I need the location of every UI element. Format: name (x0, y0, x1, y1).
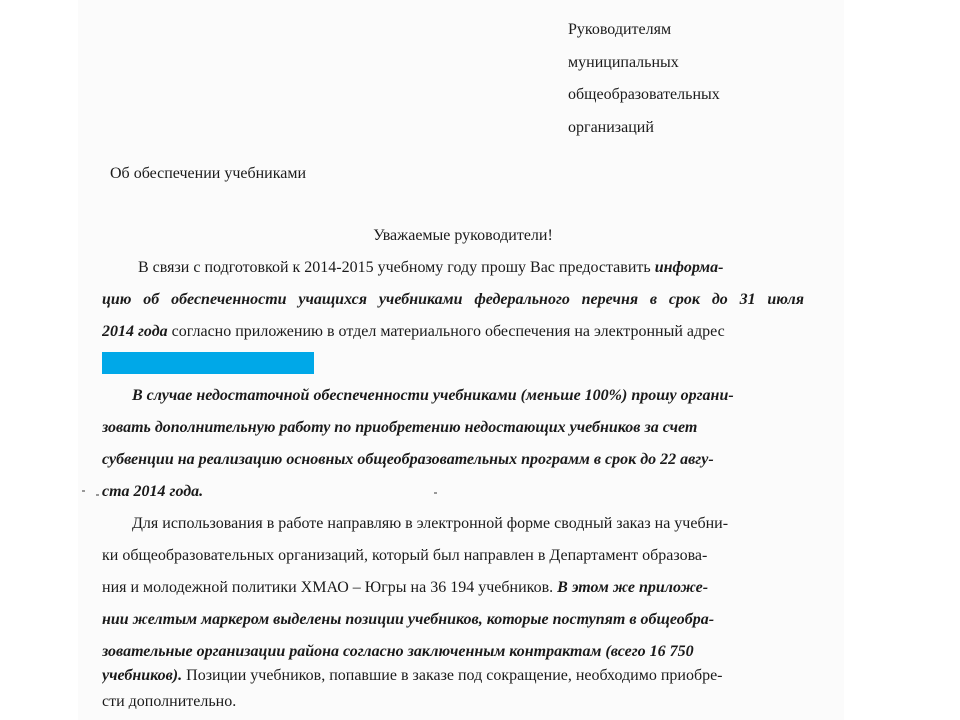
paragraph1-line1 (102, 256, 804, 280)
text-plain: ки общеобразовательных организаций, который был направлен в Департамент образова- (102, 547, 708, 564)
text-emphasis: зовательные организации района согласно заключенным контрактам (всего 16 750 (102, 643, 694, 660)
text-emphasis: В этом же приложе- (557, 579, 709, 596)
scan-speck (434, 492, 437, 494)
text-emphasis: нии желтым маркером выделены позиции учебников, которые поступят в общеобра- (102, 611, 715, 628)
paragraph2-line1 (102, 384, 804, 408)
text-emphasis: цию об обеспеченности учащихся учебниками федерального перечня в срок до 31 июля (102, 291, 804, 308)
text-emphasis: 2014 года (102, 323, 168, 340)
text-emphasis: зовать дополнительную работу по приобретению недостающих учебников за счет (102, 419, 698, 436)
addressee-line: общеобразовательных (568, 86, 720, 103)
redacted-email-address (102, 352, 314, 374)
paragraph3-line2 (102, 544, 804, 568)
text-emphasis: учебников). (102, 667, 183, 684)
paragraph3-line6 (102, 664, 804, 688)
paragraph3-line4 (102, 608, 804, 632)
salutation: Уважаемые руководители! (373, 227, 553, 244)
scan-speck (82, 490, 85, 492)
paragraph3-line7 (102, 690, 804, 714)
addressee-line: муниципальных (568, 53, 679, 71)
paragraph2-line2 (102, 416, 804, 440)
paragraph3-line5 (102, 640, 804, 664)
text-plain: Для использования в работе направляю в электронной форме сводный заказ на учебни- (132, 515, 729, 532)
letter-subject: Об обеспечении учебниками (110, 165, 307, 182)
text-plain: В связи с подготовкой к 2014-2015 учебному году прошу Вас предоставить (138, 259, 655, 276)
text-plain: ния и молодежной политики ХМАО – Югры на 36 194 учебников. (102, 579, 558, 596)
addressee-line: организаций (568, 118, 654, 136)
paragraph2-line3 (102, 448, 804, 472)
text-plain: согласно приложению в отдел материального обеспечения на электронный адрес (167, 323, 725, 340)
scan-speck (96, 494, 99, 496)
paragraph3-line3 (102, 576, 804, 600)
text-plain: сти дополнительно. (102, 693, 237, 710)
text-emphasis: субвенции на реализацию основных общеобразовательных программ в срок до 22 авгу- (102, 451, 714, 468)
addressee-line: Руководителям (568, 21, 672, 38)
text-emphasis: ста 2014 года. (102, 483, 204, 500)
paragraph2-line4 (102, 480, 804, 504)
paragraph1-line3 (102, 320, 804, 344)
paragraph3-line1 (102, 512, 804, 536)
text-emphasis: информа- (654, 259, 724, 276)
addressee-block (568, 14, 720, 144)
paragraph1-line2 (102, 288, 804, 312)
text-plain: Позиции учебников, попавшие в заказе под сокращение, необходимо приобре- (182, 667, 723, 684)
text-emphasis: В случае недостаточной обеспеченности учебниками (меньше 100%) прошу органи- (132, 387, 734, 404)
